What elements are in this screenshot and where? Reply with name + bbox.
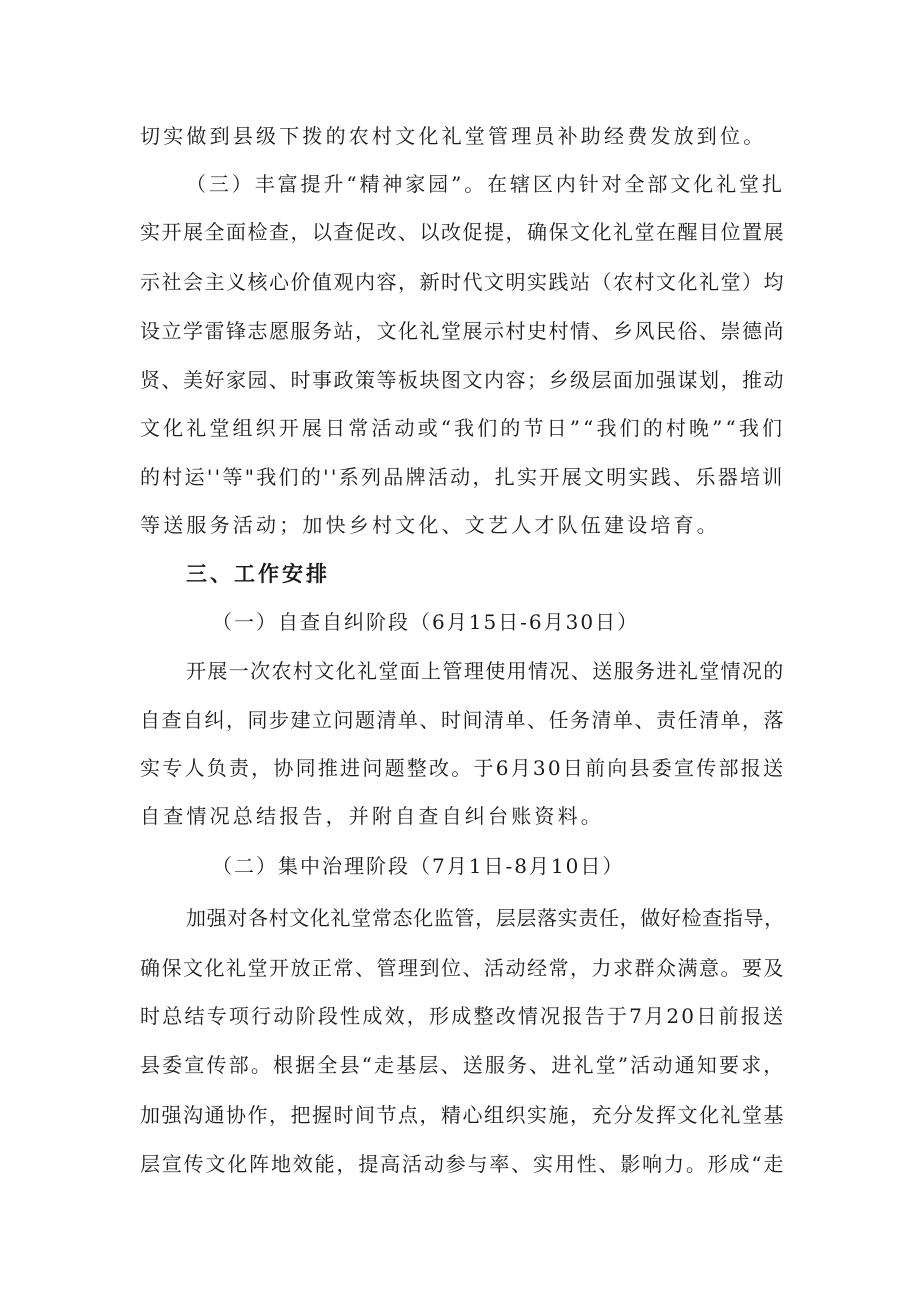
paragraph-line: 自查自纠，同步建立问题清单、时间清单、任务清单、责任清单，落 bbox=[140, 708, 785, 732]
paragraph-line: 开展一次农村文化礼堂面上管理使用情况、送服务进礼堂情况的 bbox=[186, 659, 785, 683]
paragraph-line: 切实做到县级下拨的农村文化礼堂管理员补助经费发放到位。 bbox=[140, 124, 767, 148]
paragraph-line: 实专人负责，协同推进问题整改。于6月30日前向县委宣传部报送 bbox=[140, 756, 786, 780]
paragraph-line: 确保文化礼堂开放正常、管理到位、活动经常，力求群众满意。要及 bbox=[140, 956, 785, 980]
paragraph-line: 等送服务活动；加快乡村文化、文艺人才队伍建设培育。 bbox=[140, 513, 720, 537]
paragraph-line: 贤、美好家园、时事政策等板块图文内容；乡级层面加强谋划，推动 bbox=[140, 368, 785, 392]
paragraph-line: 的村运''等"我们的''系列品牌活动，扎实开展文明实践、乐器培训 bbox=[140, 465, 785, 489]
paragraph-line: 实开展全面检查，以查促改、以改促提，确保文化礼堂在醒目位置展 bbox=[140, 220, 785, 244]
paragraph-line: 时总结专项行动阶段性成效，形成整改情况报告于7月20日前报送 bbox=[140, 1004, 786, 1028]
subsection-heading: （二）集中治理阶段（7月1日-8月10日） bbox=[212, 854, 625, 878]
paragraph-line: 示社会主义核心价值观内容，新时代文明实践站（农村文化礼堂）均 bbox=[140, 270, 785, 294]
section-heading: 三、工作安排 bbox=[186, 562, 330, 586]
paragraph-line: 文化礼堂组织开展日常活动或“我们的节日”“我们的村晚”“我们 bbox=[140, 416, 786, 440]
paragraph-line: 县委宣传部。根据全县“走基层、送服务、进礼堂”活动通知要求， bbox=[140, 1053, 786, 1077]
subsection-heading: （一）自查自纠阶段（6月15日-6月30日） bbox=[212, 610, 640, 634]
paragraph-line: 层宣传文化阵地效能，提高活动参与率、实用性、影响力。形成“走 bbox=[140, 1152, 786, 1176]
paragraph-line: 加强对各村文化礼堂常态化监管，层层落实责任，做好检查指导， bbox=[186, 906, 785, 930]
paragraph-line: （三）丰富提升“精神家园”。在辖区内针对全部文化礼堂扎 bbox=[186, 172, 785, 196]
paragraph-line: 设立学雷锋志愿服务站，文化礼堂展示村史村情、乡风民俗、崇德尚 bbox=[140, 319, 785, 343]
paragraph-line: 加强沟通协作，把握时间节点，精心组织实施，充分发挥文化礼堂基 bbox=[140, 1103, 785, 1127]
paragraph-line: 自查情况总结报告，并附自查自纠台账资料。 bbox=[140, 804, 604, 828]
